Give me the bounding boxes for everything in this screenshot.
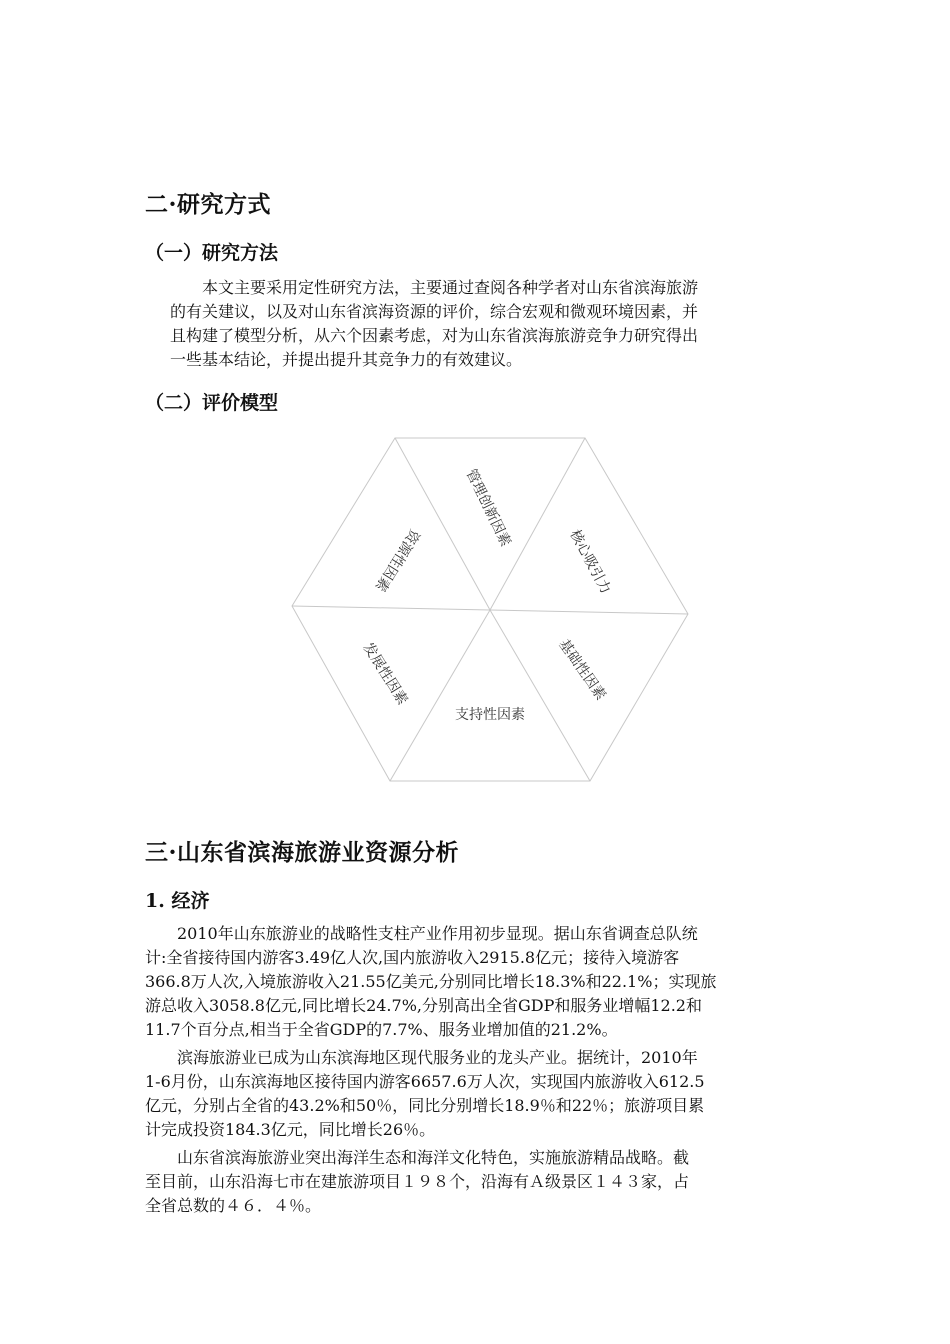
section-2-title: 二·研究方式	[145, 191, 272, 218]
subsection-evaluation-model: （二）评价模型	[145, 392, 279, 414]
subsection-research-method: （一）研究方法	[145, 242, 279, 264]
paragraph-economy-2: 滨海旅游业已成为山东滨海地区现代服务业的龙头产业。据统计，2010年 1-6月份，山东滨海地区接待国内游客6657.6万人次，实现国内旅游收入612.5 亿元，分别占全省的43.2%和50％，同比分别增长18.9％和22％；旅游项目累 计完成投资184.3亿元，同比增长26％。	[145, 1048, 705, 1139]
segment-basic-factors: 基础性因素	[555, 636, 609, 704]
subsection-economy: 1. 经济	[145, 890, 210, 912]
segment-development-factors: 发展性因素	[359, 640, 411, 708]
paragraph-economy-1: 2010年山东旅游业的战略性支柱产业作用初步显现。据山东省调查总队统 计:全省接待国内游客3.49亿人次,国内旅游收入2915.8亿元；接待入境游客 366.8万人次,入境旅游收入21.55亿美元,分别同比增长18.3%和22.1%；实现旅 游总收入3058.8亿元,同比增长24.7%,分别高出全省GDP和服务业增幅12.2和 11.7个百分点,相当于全省GDP的7.7%、服务业增加值的21.2%。	[145, 924, 717, 1039]
segment-core-attraction: 核心吸引力	[566, 527, 614, 597]
segment-support-factors: 支持性因素	[455, 707, 525, 723]
segment-management-innovation: 管理创新因素	[462, 466, 514, 550]
paragraph-research-method: 本文主要采用定性研究方法，主要通过查阅各种学者对山东省滨海旅游 的有关建议，以及对山东省滨海资源的评价，综合宏观和微观环境因素，并 且构建了模型分析，从六个因素考虑，对为山东省滨海旅游竞争力研究得出 一些基本结论，并提出提升其竞争力的有效建议。	[170, 278, 699, 369]
segment-resource-factors: 资源性因素	[371, 526, 423, 594]
section-3-title: 三·山东省滨海旅游业资源分析	[145, 839, 460, 866]
paragraph-economy-3: 山东省滨海旅游业突出海洋生态和海洋文化特色，实施旅游精品战略。截 至目前，山东沿海七市在建旅游项目１９８个，沿海有Ａ级景区１４３家，占 全省总数的４６．４％。	[145, 1148, 690, 1215]
hexagon-model-diagram	[285, 432, 695, 792]
